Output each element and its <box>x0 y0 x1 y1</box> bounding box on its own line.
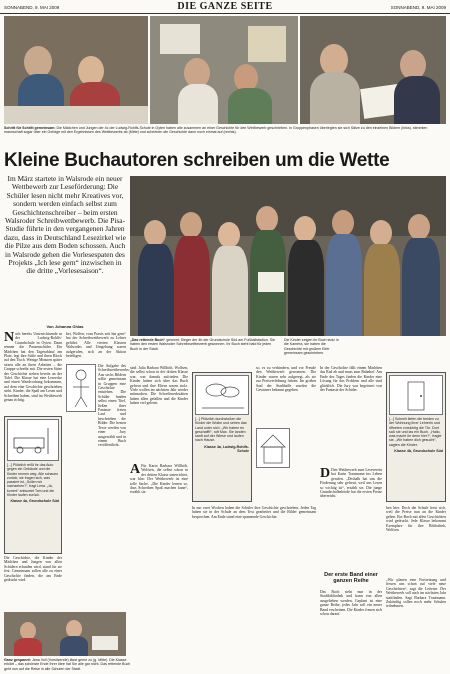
top-photo-right <box>300 16 446 124</box>
column-4b-text: In nur zwei Wochen haben die Schüler ihre Geschichte geschrieben. Jeden Tag haben sie in der Schule an dem Text gearbeitet und die Bilder gemeinsam besprochen. Am Ende stand eine spannende Geschichte. <box>192 506 316 519</box>
column-2b <box>98 364 130 544</box>
page-header <box>0 0 450 14</box>
story-box-3-school: Klasse 4b, Grundschule Süd <box>394 449 443 454</box>
story-illustration-3 <box>195 375 249 415</box>
column-1-text: ach bereits Unterrichtsende in der Ludwig-Rohlfs-Grundschule in Oyten. Dann rennen die Pausenschüler. Ein Mädchen hat den Tagesablauf am Platz, legt ihre Stifte und ihren Block auf den Tisch. Wenige Minuten später sitzen alle an ihren Arbeiten – die Gruppe schreibt mit. Die ersten Sätze der Geschichte stehen bereits an der Tafel. Die Klasse hat eine Leseecke und einen Wandvorhang bekommen, auf dem eine Geschichte geschrieben steht. Kinder, die Spaß am Lesen und Schreiben haben, sind im Wettbewerb genau richtig. <box>4 332 62 403</box>
group-caption-text: gewinnt: Sieger der 4b der Grundschule Süd am Fußballstadion. Sie haben den ersten Walsroder Schreibwettbewerb gewonnen. Ihr Buch steht bald für jeden Buch in der Stadt. <box>130 338 276 351</box>
bottom-photo-caption <box>4 658 134 671</box>
top-photo-middle <box>150 16 298 124</box>
top-photo-left <box>4 16 148 124</box>
column-5b-text: Den Wettbewerb zum Leseverein hat Karin Trautmann ins Leben gerufen. „Deshalb hat uns die Förderung sehr gefreut, weil uns Lesen so wichtig ist“, erzählt sie. Die junge Grundschulbehörde hat die ersten Preise überreicht. <box>320 468 382 499</box>
bottom-caption-bold: Ganz gespannt: <box>4 658 31 662</box>
column-6b-text: „Wir planen eine Fortsetzung und freuen uns schon auf viele neue Geschichten“, sagt die Leiterin. Der Wettbewerb soll auch im nächsten Jahr stattfinden. Sagt Barbara Trautmann. Zukünftig sollen noch mehr Schulen teilnehmen. <box>386 578 446 609</box>
header-section-title: DIE GANZE SEITE <box>177 1 273 12</box>
group-photo-caption <box>130 338 280 351</box>
column-4-text: so, es zu verhindern, und vor Freude den Wettbewerb gewonnen. Die Kinder waren sehr aufgeregt, als sie zur Preisverleihung fuhren. Im großen Saal der Stadthalle wurden die Gewinner bekannt gegeben. <box>256 366 316 393</box>
column-3b <box>130 464 188 604</box>
story-box-2-caption: [...] Plötzlich durchstoßen die Kinder die Wolke und sehen das Land unter sich. „Wir haben es geschafft!“, ruft Max. Sie landen sanft auf der Wiese und laufen nach Hause. <box>195 417 247 443</box>
headline: Kleine Buchautoren schreiben um die Wette <box>4 150 390 171</box>
column-1b-text: Die Geschichte, die Kinder der Mädchen und Jungen von allen Schülern erfunden wird, stand für sie fest: Gemeinsam sollen alle zu einer Geschichte finden, die am Ende gedruckt wird. <box>4 556 62 583</box>
column-4b <box>192 506 316 666</box>
house-drawing-icon <box>257 429 289 467</box>
story-illustration-5 <box>389 375 443 415</box>
column-6b <box>386 578 446 668</box>
column-2-text: bei, Wolfen, vom Praxis zeit hin gern“ hat der Schreibwettbewerb zu Lehrer geführt. Alle vierten Klassen Walsrodes und Umgebung waren aufgerufen, sich an der Aktion beteiligen. <box>66 332 126 359</box>
story-box-1 <box>4 416 62 554</box>
column-5c <box>320 590 382 666</box>
drop-cap: N <box>4 330 15 345</box>
bottom-photo <box>4 612 126 656</box>
story-box-1-caption: [...] Plötzlich reißt ihr das Auto gegen ein Gebäude und die Kinder rennen weg. Alle schauen zurück, sie fragen sich, was passiert ist. „Sollen wir nachsehen?“, fragt Lena. „Ja, komm!“ antwortet Tom und die Kinder laufen zurück. <box>7 463 59 498</box>
drop-cap-2: A <box>130 462 141 477</box>
column-5c-text: Das Buch steht nun in der Stadtbibliothek und kann von allen ausgeliehen werden. Geplant ist eine ganze Reihe, jedes Jahr soll ein neuer Band erscheinen. Die Kinder freuen sich schon darauf. <box>320 590 382 617</box>
column-6-text: ben hier. Doch die Schule freut sich, weil die Preise nun an die Kinder gehen. Ein Buch mit allen Geschichten wird gedruckt. Jede Klasse bekommt Exemplare für ihre Bibliothek, Wolfsen. <box>386 506 446 533</box>
bottom-caption-text: Jana Voll (Vorsitzende) lässt gerne zu (g. Mitte). Die Klasse erklärt – das schönste Ende Ihrer Idee hat Sie alle gar nicht. Das rettende Buch geht nun auf die Reise in alle Schulen der Stadt. <box>4 658 131 671</box>
group-caption-bold: „Das rettende Buch“ <box>130 338 166 342</box>
column-3 <box>130 366 188 462</box>
column-1 <box>4 332 62 414</box>
top-caption-text: Die Mädchen und Jungen der 4c der Ludwig-Rohlfs-Schule in Oyten haben alle zusammen an einer Geschichte für den Wettbewerb geschrieben. In Gruppenphasen überlegten sie sich Sätze zu den einzelnen Bildern (links), stimmten mannschaft sogar über ein Gefolge mit den Ergebnissen des Wettbewerbs ab (Mitte) und schrieben die Geschichte dann noch einmal auf (rechts). <box>4 126 428 135</box>
story-illustration-1 <box>7 419 59 461</box>
story-illustration-2 <box>66 364 96 412</box>
header-date-right: SONNABEND, 9. MAI 2009 <box>390 5 446 10</box>
byline: Von Johanna Ohlas <box>46 324 84 329</box>
cloud-drawing-icon <box>196 376 250 414</box>
story-box-2-school: Klasse 4a, Ludwig-Rohlfs-Schule <box>204 444 249 454</box>
subheadline: Der erste Band einer ganzen Reihe <box>324 572 378 584</box>
column-2b-text: Die Aufgabe des Schreibwettbewerbs: Aus sechs Bildern sollte gemeinsam in Gruppen eine Geschichte entstehen. Die Schüler fanden selbst einen Titel, ließen ihrer Fantasie freien Lauf und beschrieben die Bilder. Die besten Texte werden von einer Jury ausgewählt und in einem Buch veröffentlicht. <box>98 364 130 448</box>
car-drawing-icon <box>8 420 60 460</box>
column-5-text: In der Geschichte fällt einem Mädchen das Rad ab und muss zum Bahnhof. Am Ende des Tages finden die Kinder eine Lösung für das Problem und alle sind glücklich. Die Jury war begeistert von der Fantasie der Schüler. <box>320 366 382 393</box>
top-caption-bold: Schritt für Schritt gemeinsam: <box>4 126 56 130</box>
group-photo-caption-right: Die Kinder zeigen ihr Buch stolz in die Kamera, sie haben die Geschichte mit großem Eifer gemeinsam geschrieben. <box>284 338 339 355</box>
child-drawing-icon <box>67 365 95 411</box>
group-photo <box>130 176 446 336</box>
column-1b <box>4 556 62 608</box>
column-3-text: sind. Julia Barbara Willhöft, Wolfsen, die selbst schon in der dritten Klasse war, war damals zufrieden. Die Kinder haben sich über das Buch gefreut und ihre Eltern waren stolz. Viele wollen im nächsten Jahr wieder mitmachen. Die Schreibwerkstätten haben allen gefallen und die Kinder haben viel gelernt. <box>130 366 188 406</box>
top-photo-caption <box>4 126 446 135</box>
header-date-left: SONNABEND, 9. MAI 2009 <box>4 5 60 10</box>
column-3b-text: Für Karin Barbara Willhöft, Wolfsen, die selbst schon in der dritten Klasse unterrichtet, war klar: Der Wettbewerb ist eine tolle Sache. „Die Kinder lernen so, dass Schreiben Spaß machen kann“, erzählt sie. <box>130 464 188 495</box>
column-5b <box>320 468 382 568</box>
door-drawing-icon <box>390 376 444 414</box>
lead-paragraph: Im März startete in Walsrode ein neuer Wettbewerb zur Leseförderung: Die Schüler lesen nicht mehr Kreatives vor, sondern werden einfach selbst zum Geschichtenschreiber – beim ersten Walsroder Schreibwettbewerb. Die Pisa-Studie führte in den vergangenen Jahren dazu, dass in Deutschland Lesezirkel wie die Pilze aus dem Boden schossen. Auch in Walsrode gehen die Vorlesespaten des Projekts „Ich lese gern“ inzwischen in die dritte „Vorlesesaison“. <box>4 174 126 276</box>
story-box-3 <box>386 372 446 502</box>
column-5 <box>320 366 382 466</box>
story-box-3-caption: [...] Schnell liefen die beiden zu der Wohnung ihrer Lehrerin und öffneten vorsichtig die Tür. Dort saß sie und las ein Buch. „Hallo, was macht ihr denn hier?“, fragte sie. „Wir haben dich gesucht“, sagten die Kinder. <box>389 417 442 447</box>
story-box-2 <box>192 372 252 502</box>
drop-cap-3: D <box>320 466 331 481</box>
story-box-1-school: Klasse 4a, Grundschule Süd <box>10 499 59 504</box>
story-illustration-4 <box>256 428 290 468</box>
column-2 <box>66 332 126 362</box>
column-4 <box>256 366 316 426</box>
column-6 <box>386 506 446 576</box>
